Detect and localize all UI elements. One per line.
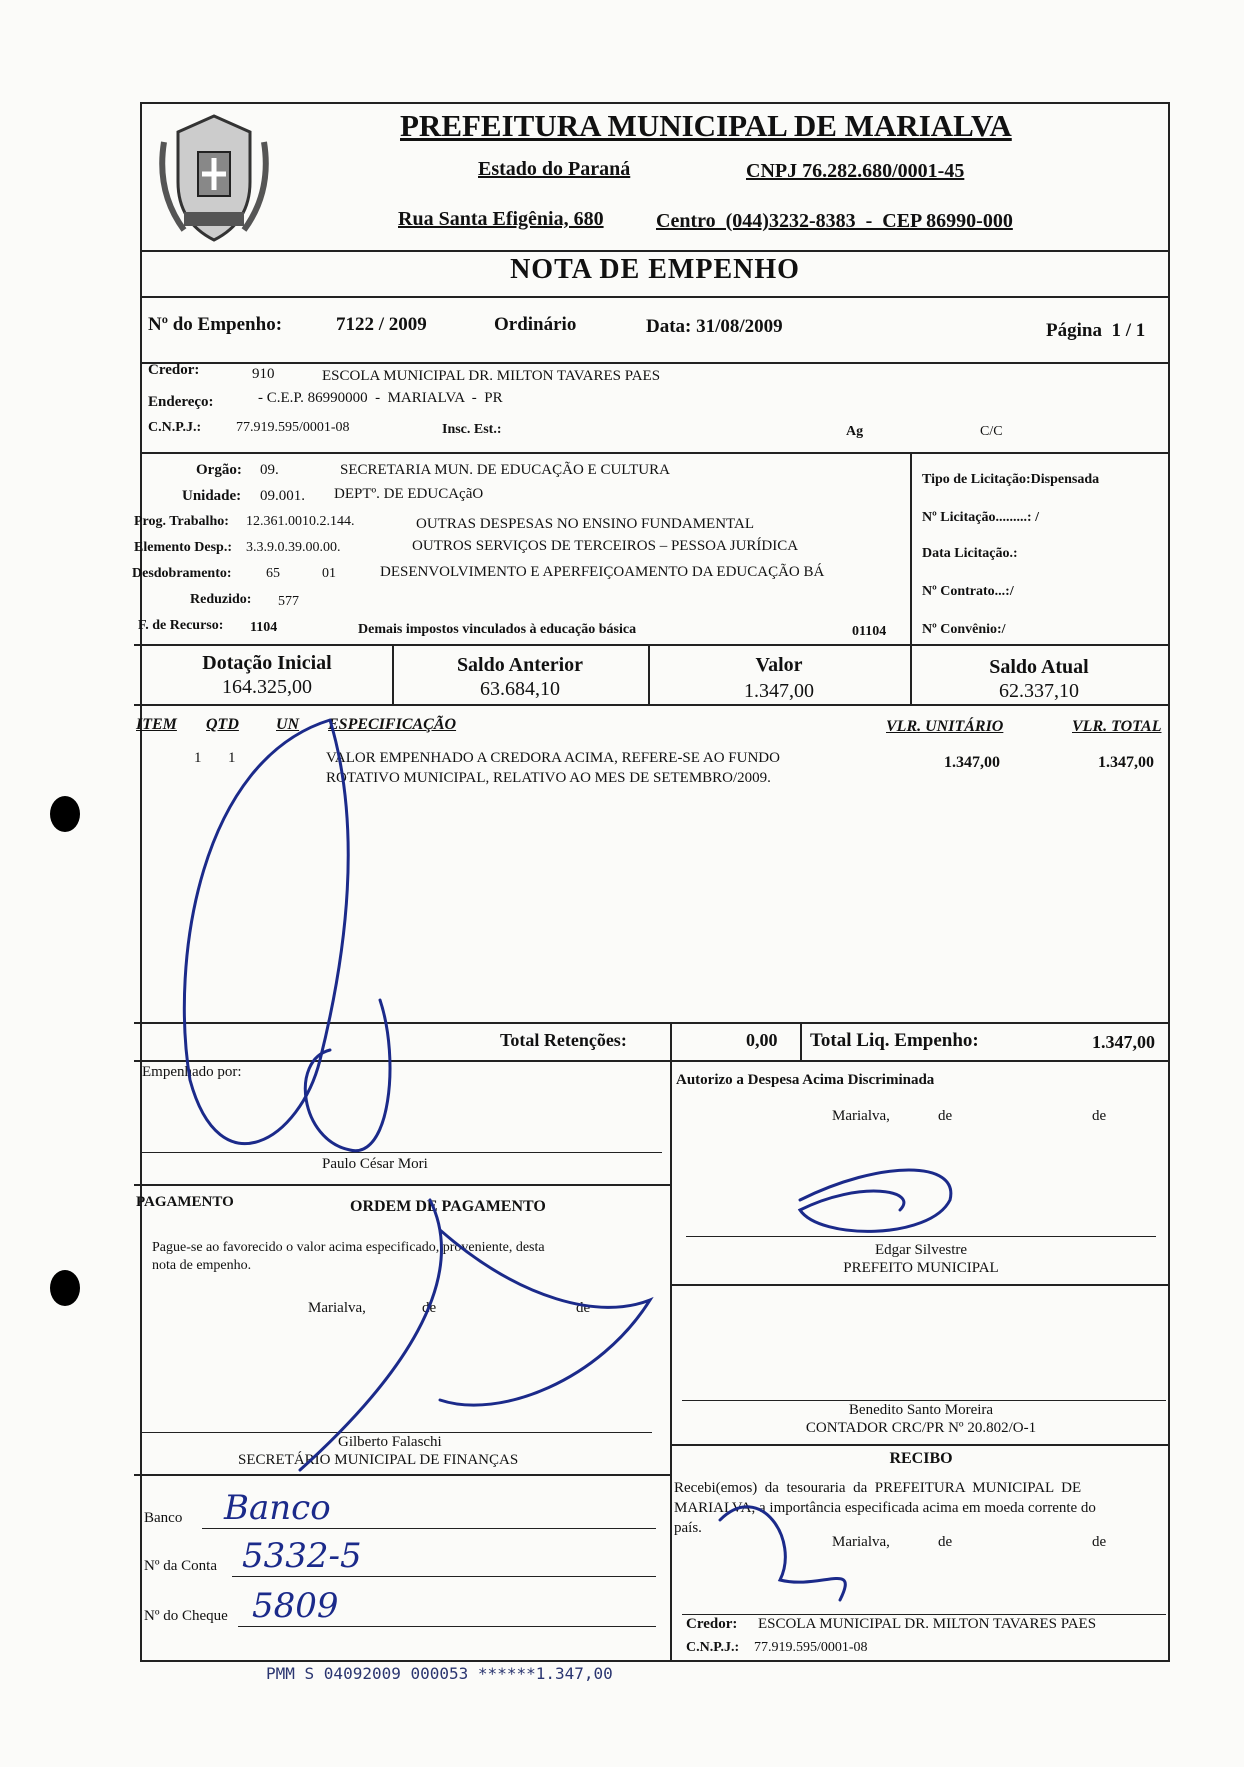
autorizo-place: Marialva, bbox=[832, 1108, 890, 1124]
recurso-value: Demais impostos vinculados à educação básica bbox=[358, 622, 637, 637]
total-liquido-label: Total Liq. Empenho: bbox=[810, 1030, 979, 1051]
state-label: Estado do Paraná bbox=[478, 158, 631, 180]
elemento-value: OUTROS SERVIÇOS DE TERCEIROS – PESSOA JURÍDICA bbox=[412, 538, 799, 554]
reduzido-value: 577 bbox=[278, 594, 299, 609]
tipo-licitacao: Tipo de Licitação:Dispensada bbox=[922, 472, 1100, 487]
recurso-label: F. de Recurso: bbox=[138, 618, 224, 633]
elemento-code: 3.3.9.0.39.00.00. bbox=[246, 540, 341, 555]
valor-value: 1.347,00 bbox=[744, 680, 814, 702]
licitacao-date: Data Licitação.: bbox=[922, 546, 1018, 561]
col-especificacao: ESPECIFICAÇÃO bbox=[328, 716, 457, 733]
valor-label: Valor bbox=[755, 654, 803, 676]
recibo-text-line2: MARIALVA, a importância especificada acima em moeda corrente do bbox=[674, 1500, 1096, 1516]
saldo-anterior-label: Saldo Anterior bbox=[456, 654, 584, 676]
banco-label: Banco bbox=[144, 1510, 183, 1526]
col-item: ITEM bbox=[136, 716, 177, 733]
recurso-code: 1104 bbox=[250, 620, 278, 635]
pagamento-text-line2: nota de empenho. bbox=[152, 1258, 252, 1273]
recibo-de2: de bbox=[1092, 1534, 1107, 1550]
unidade-value: DEPTº. DE EDUCAçãO bbox=[334, 486, 484, 502]
endereco-label: Endereço: bbox=[148, 394, 214, 410]
unidade-code: 09.001. bbox=[260, 488, 305, 504]
recurso-number: 01104 bbox=[852, 624, 887, 639]
page-number: Página 1 / 1 bbox=[1046, 320, 1146, 341]
document-title: NOTA DE EMPENHO bbox=[510, 254, 800, 285]
insc-est-label: Insc. Est.: bbox=[442, 422, 502, 437]
col-vlr-unitario: VLR. UNITÁRIO bbox=[886, 718, 1004, 735]
orgao-code: 09. bbox=[260, 462, 279, 478]
contador-name: Benedito Santo Moreira bbox=[848, 1402, 994, 1418]
prog-label: Prog. Trabalho: bbox=[134, 514, 229, 529]
autorizo-de2: de bbox=[1092, 1108, 1107, 1124]
saldo-atual-label: Saldo Atual bbox=[989, 656, 1089, 678]
unidade-label: Unidade: bbox=[182, 488, 242, 504]
col-vlr-total: VLR. TOTAL bbox=[1072, 718, 1162, 735]
conta-handwritten: 5332-5 bbox=[242, 1536, 362, 1576]
pagamento-text-line1: Pague-se ao favorecido o valor acima especificado, proveniente, desta bbox=[152, 1240, 545, 1255]
recibo-credor-name: ESCOLA MUNICIPAL DR. MILTON TAVARES PAES bbox=[758, 1616, 1097, 1632]
empenho-type: Ordinário bbox=[494, 314, 577, 335]
reduzido-label: Reduzido: bbox=[190, 592, 252, 607]
pagamento-de1: de bbox=[422, 1300, 437, 1316]
desdobramento-value: DESENVOLVIMENTO E APERFEIÇOAMENTO DA EDUCAÇÃO BÁ bbox=[380, 564, 825, 580]
autorizo-label: Autorizo a Despesa Acima Discriminada bbox=[676, 1072, 935, 1088]
conta-label: Nº da Conta bbox=[144, 1558, 217, 1574]
credor-cnpj: 77.919.595/0001-08 bbox=[236, 420, 350, 435]
total-liquido-value: 1.347,00 bbox=[1092, 1032, 1155, 1052]
desdobramento-code: 65 bbox=[266, 566, 280, 581]
desdobramento-label: Desdobramento: bbox=[132, 566, 232, 581]
saldo-atual-value: 62.337,10 bbox=[999, 680, 1079, 702]
empenho-number-label: Nº do Empenho: bbox=[148, 314, 283, 335]
empenho-date: Data: 31/08/2009 bbox=[646, 316, 783, 337]
convenio-number: Nº Convênio:/ bbox=[922, 622, 1006, 637]
autorizo-de1: de bbox=[938, 1108, 953, 1124]
orgao-label: Orgão: bbox=[196, 462, 242, 478]
pagamento-de2: de bbox=[576, 1300, 591, 1316]
ag-label: Ag bbox=[846, 424, 864, 439]
recibo-text-line1: Recebi(emos) da tesouraria da PREFEITURA MUNICIPAL DE bbox=[674, 1480, 1082, 1496]
licitacao-number: Nº Licitação.........: / bbox=[922, 510, 1039, 525]
cc-label: C/C bbox=[980, 424, 1003, 439]
saldo-anterior-value: 63.684,10 bbox=[480, 678, 560, 700]
credor-label: Credor: bbox=[148, 362, 200, 378]
total-retencoes-value: 0,00 bbox=[746, 1030, 778, 1050]
recibo-cnpj-value: 77.919.595/0001-08 bbox=[754, 1640, 868, 1655]
prog-value: OUTRAS DESPESAS NO ENSINO FUNDAMENTAL bbox=[416, 516, 754, 532]
recibo-credor-label: Credor: bbox=[686, 1616, 738, 1632]
prefeito-role: PREFEITO MUNICIPAL bbox=[843, 1260, 999, 1276]
col-qtd: QTD bbox=[206, 716, 239, 733]
credor-name: ESCOLA MUNICIPAL DR. MILTON TAVARES PAES bbox=[322, 368, 661, 384]
credor-code: 910 bbox=[252, 366, 275, 382]
dotacao-inicial-label: Dotação Inicial bbox=[202, 652, 332, 674]
header-address: Centro (044)3232-8383 - CEP 86990-000 bbox=[656, 210, 1013, 232]
cheque-label: Nº do Cheque bbox=[144, 1608, 228, 1624]
recibo-text-line3: país. bbox=[674, 1520, 702, 1536]
page-title: PREFEITURA MUNICIPAL DE MARIALVA bbox=[400, 108, 1012, 143]
recibo-title: RECIBO bbox=[889, 1450, 953, 1467]
cheque-handwritten: 5809 bbox=[252, 1586, 339, 1626]
recibo-de1: de bbox=[938, 1534, 953, 1550]
desdobramento-sub: 01 bbox=[322, 566, 336, 581]
orgao-value: SECRETARIA MUN. DE EDUCAÇÃO E CULTURA bbox=[340, 462, 670, 478]
item-qtd: 1 bbox=[228, 750, 236, 766]
endereco-value: - C.E.P. 86990000 - MARIALVA - PR bbox=[258, 390, 503, 406]
contrato-number: Nº Contrato...:/ bbox=[922, 584, 1014, 599]
dotacao-inicial-value: 164.325,00 bbox=[222, 676, 312, 698]
ordem-pagamento-label: ORDEM DE PAGAMENTO bbox=[350, 1198, 546, 1215]
item-description-line1: VALOR EMPENHADO A CREDORA ACIMA, REFERE-SE AO FUNDO bbox=[326, 750, 780, 766]
header-cnpj: CNPJ 76.282.680/0001-45 bbox=[746, 160, 965, 182]
secretario-role: SECRETÁRIO MUNICIPAL DE FINANÇAS bbox=[238, 1452, 519, 1468]
contador-role: CONTADOR CRC/PR Nº 20.802/O-1 bbox=[805, 1420, 1037, 1436]
elemento-label: Elemento Desp.: bbox=[134, 540, 232, 555]
cnpj-label: C.N.P.J.: bbox=[148, 420, 202, 435]
header-street: Rua Santa Efigênia, 680 bbox=[398, 208, 604, 230]
item-total-value: 1.347,00 bbox=[1098, 754, 1154, 771]
pagamento-place: Marialva, bbox=[308, 1300, 366, 1316]
prog-code: 12.361.0010.2.144. bbox=[246, 514, 355, 529]
pagamento-label: PAGAMENTO bbox=[136, 1194, 234, 1210]
empenho-number: 7122 / 2009 bbox=[336, 314, 427, 335]
item-description-line2: ROTATIVO MUNICIPAL, RELATIVO AO MES DE SETEMBRO/2009. bbox=[326, 770, 771, 786]
empenhado-por-name: Paulo César Mori bbox=[322, 1156, 428, 1172]
item-unit-value: 1.347,00 bbox=[944, 754, 1000, 771]
secretario-name: Gilberto Falaschi bbox=[338, 1434, 442, 1450]
item-number: 1 bbox=[194, 750, 202, 766]
empenhado-por-label: Empenhado por: bbox=[142, 1064, 242, 1080]
recibo-place: Marialva, bbox=[832, 1534, 890, 1550]
banco-handwritten: Banco bbox=[224, 1488, 331, 1528]
prefeito-name: Edgar Silvestre bbox=[874, 1242, 968, 1258]
total-retencoes-label: Total Retenções: bbox=[500, 1030, 627, 1050]
recibo-cnpj-label: C.N.P.J.: bbox=[686, 1640, 740, 1655]
col-un: UN bbox=[276, 716, 300, 733]
bank-stamp: PMM S 04092009 000053 ******1.347,00 bbox=[266, 1664, 613, 1683]
